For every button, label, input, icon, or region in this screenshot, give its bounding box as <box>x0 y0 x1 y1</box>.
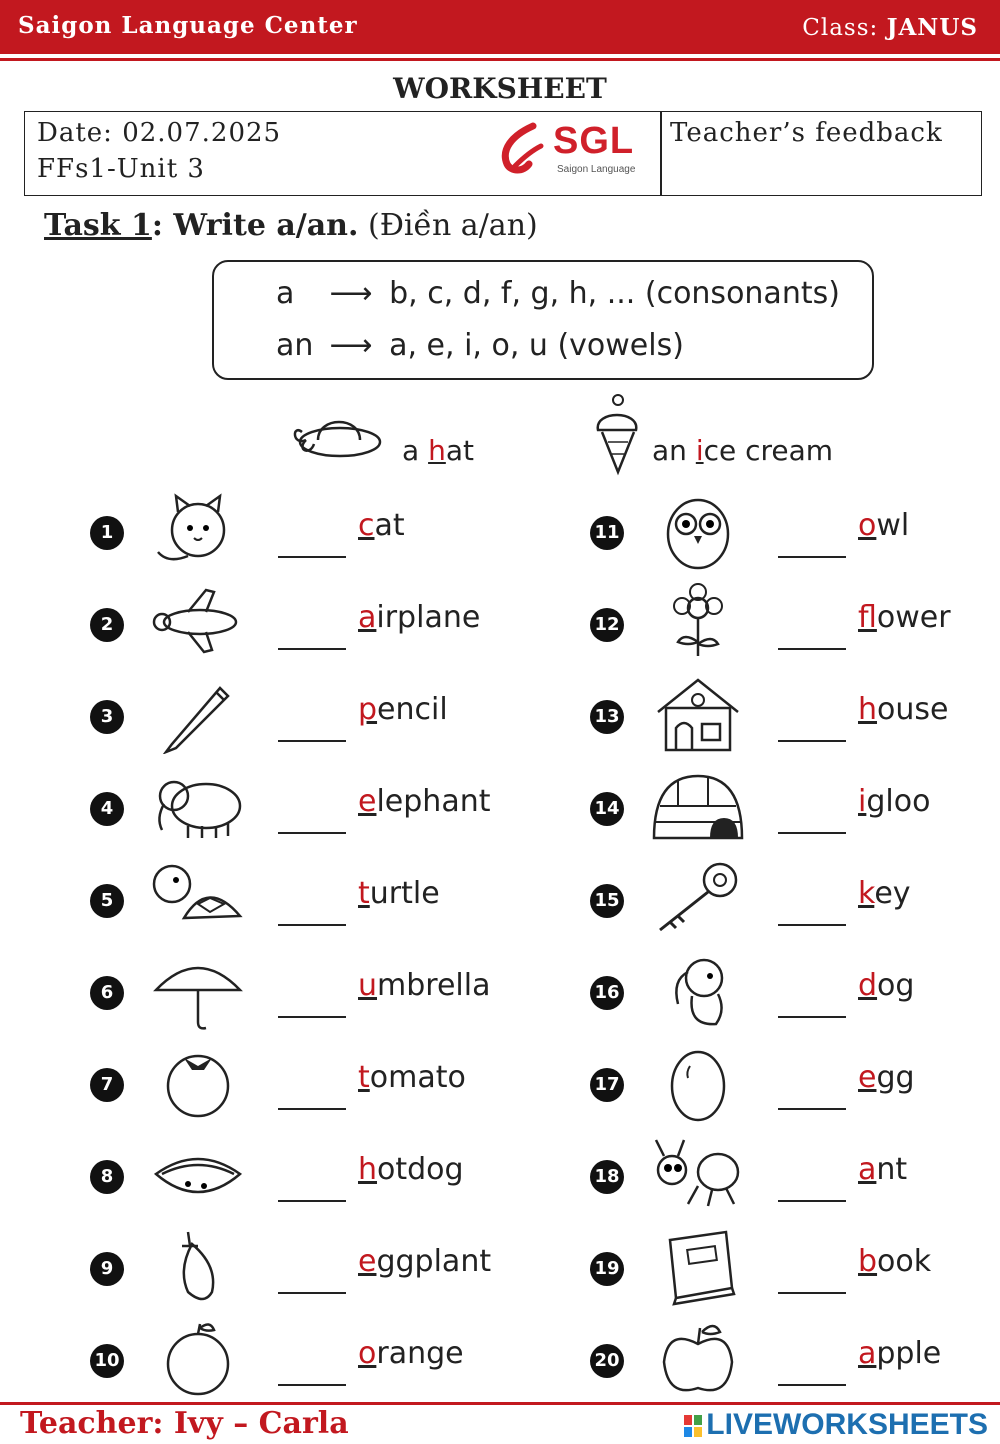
cat-icon <box>148 490 248 570</box>
item-word <box>858 1060 915 1095</box>
item-first-letter: u <box>358 968 378 1003</box>
item-first-letter: e <box>358 784 377 819</box>
item-rest: mbrella <box>377 968 491 1003</box>
item-word <box>858 600 951 635</box>
tomato-icon <box>148 1042 248 1122</box>
book-icon <box>648 1226 748 1306</box>
exercise-item <box>90 682 470 762</box>
answer-blank[interactable] <box>278 556 346 558</box>
item-number-badge: 18 <box>590 1160 624 1194</box>
exercise-item <box>590 1326 970 1406</box>
item-number-badge: 1 <box>90 516 124 550</box>
item-first-letter: h <box>358 1152 378 1187</box>
worksheet-title: WORKSHEET <box>393 72 607 105</box>
answer-blank[interactable] <box>778 1292 846 1294</box>
item-rest: og <box>877 968 915 1003</box>
owl-icon <box>648 490 748 570</box>
item-first-letter: f <box>858 600 877 635</box>
rule-consonants: b, c, d, f, g, h, ... (consonants) <box>389 276 840 311</box>
teacher-feedback-label: Teacher’s feedback <box>670 118 943 148</box>
sgl-logo <box>493 116 653 186</box>
answer-blank[interactable] <box>778 832 846 834</box>
hat-icon <box>288 402 384 472</box>
item-first-letter: e <box>858 1060 877 1095</box>
exercise-item <box>90 1050 470 1130</box>
item-first-letter: t <box>358 1060 370 1095</box>
item-rest: otdog <box>377 1152 464 1187</box>
item-number-badge: 5 <box>90 884 124 918</box>
task-subtitle: (Điền a/an) <box>367 208 538 243</box>
rule-vowels: a, e, i, o, u (vowels) <box>389 328 684 363</box>
exercise-item <box>590 498 970 578</box>
hotdog-icon <box>148 1134 248 1214</box>
item-rest: ouse <box>877 692 949 727</box>
item-word <box>358 1336 464 1371</box>
arrow-icon: ⟶ <box>329 276 373 311</box>
item-word <box>858 784 930 819</box>
exercise-item <box>590 958 970 1038</box>
item-word <box>358 784 490 819</box>
item-number-badge: 20 <box>590 1344 624 1378</box>
exercise-item <box>90 590 481 670</box>
dog-icon <box>648 950 748 1030</box>
item-word <box>858 876 911 911</box>
answer-blank[interactable] <box>778 556 846 558</box>
answer-blank[interactable] <box>278 1200 346 1202</box>
answer-blank[interactable] <box>278 1016 346 1018</box>
item-rest: encil <box>377 692 448 727</box>
exercise-item <box>90 1326 470 1406</box>
answer-blank[interactable] <box>778 648 846 650</box>
flower-icon <box>648 582 748 662</box>
item-first-letter: c <box>358 508 375 543</box>
rule-article-a: a <box>276 276 295 311</box>
umbrella-icon <box>148 950 248 1030</box>
item-word <box>358 1244 491 1279</box>
center-name: Saigon Language Center <box>18 12 358 39</box>
item-number-badge: 13 <box>590 700 624 734</box>
unit-text: FFs1-Unit 3 <box>37 154 205 184</box>
item-number-badge: 8 <box>90 1160 124 1194</box>
answer-blank[interactable] <box>778 924 846 926</box>
answer-blank[interactable] <box>778 1200 846 1202</box>
answer-blank[interactable] <box>278 1292 346 1294</box>
logo-subtext: Saigon Language <box>557 164 636 175</box>
item-rest: irplane <box>376 600 481 635</box>
item-word <box>858 692 948 727</box>
item-first-letter: o <box>858 508 877 543</box>
exercise-item <box>90 774 491 854</box>
item-word <box>858 508 909 543</box>
ant-icon <box>648 1134 748 1214</box>
item-first-letter: e <box>358 1244 377 1279</box>
item-word <box>358 692 448 727</box>
pencil-icon <box>148 674 248 754</box>
elephant-icon <box>148 766 248 846</box>
item-rest: urtle <box>369 876 440 911</box>
answer-blank[interactable] <box>278 740 346 742</box>
item-rest: lephant <box>376 784 491 819</box>
item-first-letter: k <box>858 876 875 911</box>
exercise-item <box>590 1142 970 1222</box>
item-word <box>358 968 490 1003</box>
igloo-icon <box>648 766 748 846</box>
item-number-badge: 2 <box>90 608 124 642</box>
item-rest: lower <box>876 600 951 635</box>
item-number-badge: 10 <box>90 1344 124 1378</box>
exercise-item <box>590 866 970 946</box>
item-first-letter: b <box>858 1244 878 1279</box>
item-rest: ey <box>874 876 911 911</box>
exercise-item <box>90 498 470 578</box>
item-rest: nt <box>876 1152 908 1187</box>
item-first-letter: a <box>358 600 377 635</box>
exercise-item <box>590 682 970 762</box>
item-rest: pple <box>876 1336 942 1371</box>
task-title: : Write a/an. <box>151 208 359 243</box>
item-number-badge: 16 <box>590 976 624 1010</box>
exercise-item <box>590 590 970 670</box>
item-number-badge: 14 <box>590 792 624 826</box>
answer-blank[interactable] <box>778 1384 846 1386</box>
house-icon <box>648 674 748 754</box>
item-rest: ggplant <box>376 1244 492 1279</box>
exercise-item <box>590 1234 970 1314</box>
item-number-badge: 19 <box>590 1252 624 1286</box>
rule-line-2 <box>276 328 684 363</box>
item-number-badge: 12 <box>590 608 624 642</box>
ice-cream-icon <box>590 392 644 476</box>
info-box <box>24 111 982 196</box>
item-rest: at <box>374 508 405 543</box>
teacher-name: Teacher: Ivy – Carla <box>20 1406 349 1441</box>
item-word <box>858 968 914 1003</box>
footer-divider <box>0 1402 1000 1405</box>
item-word <box>358 600 480 635</box>
exercise-item <box>590 1050 970 1130</box>
arrow-icon: ⟶ <box>329 328 373 363</box>
item-number-badge: 11 <box>590 516 624 550</box>
liveworksheets-logo <box>684 1408 988 1442</box>
rule-article-an: an <box>276 328 314 363</box>
exercise-item <box>90 866 470 946</box>
item-rest: gg <box>876 1060 915 1095</box>
answer-blank[interactable] <box>278 648 346 650</box>
item-first-letter: o <box>358 1336 377 1371</box>
item-rest: range <box>376 1336 464 1371</box>
item-first-letter: a <box>858 1152 877 1187</box>
item-word <box>358 876 440 911</box>
task-heading <box>44 208 538 243</box>
item-first-letter: a <box>858 1336 877 1371</box>
turtle-icon <box>148 858 248 938</box>
liveworksheets-icon <box>684 1415 702 1437</box>
item-first-letter: d <box>858 968 878 1003</box>
item-rest: wl <box>876 508 910 543</box>
exercise-item <box>90 1234 492 1314</box>
key-icon <box>648 858 748 938</box>
item-number-badge: 15 <box>590 884 624 918</box>
item-number-badge: 9 <box>90 1252 124 1286</box>
class-value: JANUS <box>886 14 978 41</box>
item-number-badge: 3 <box>90 700 124 734</box>
item-first-letter: i <box>858 784 867 819</box>
item-number-badge: 6 <box>90 976 124 1010</box>
item-word <box>858 1152 907 1187</box>
exercise-item <box>90 1142 470 1222</box>
item-word <box>358 1152 464 1187</box>
item-number-badge: 7 <box>90 1068 124 1102</box>
date-text: Date: 02.07.2025 <box>37 118 282 148</box>
item-first-letter: t <box>358 876 370 911</box>
item-first-letter: h <box>858 692 878 727</box>
logo-text: SGL <box>553 120 635 162</box>
apple-icon <box>648 1318 748 1398</box>
answer-blank[interactable] <box>778 740 846 742</box>
task-number: Task 1 <box>44 208 152 243</box>
item-word <box>358 1060 466 1095</box>
answer-blank[interactable] <box>778 1108 846 1110</box>
item-number-badge: 17 <box>590 1068 624 1102</box>
item-word <box>858 1336 941 1371</box>
answer-blank[interactable] <box>278 832 346 834</box>
sgl-swirl-icon <box>493 120 553 180</box>
answer-blank[interactable] <box>278 1108 346 1110</box>
class-label: Class: JANUS <box>802 14 978 41</box>
airplane-icon <box>148 582 248 662</box>
item-rest: omato <box>369 1060 466 1095</box>
orange-icon <box>148 1318 248 1398</box>
item-rest: ook <box>877 1244 932 1279</box>
answer-blank[interactable] <box>778 1016 846 1018</box>
answer-blank[interactable] <box>278 1384 346 1386</box>
header-divider <box>0 58 1000 61</box>
rule-box <box>212 260 874 380</box>
egg-icon <box>648 1042 748 1122</box>
answer-blank[interactable] <box>278 924 346 926</box>
eggplant-icon <box>148 1226 248 1306</box>
item-number-badge: 4 <box>90 792 124 826</box>
exercise-item <box>90 958 491 1038</box>
item-rest: gloo <box>866 784 931 819</box>
item-first-letter: p <box>358 692 378 727</box>
item-word <box>358 508 405 543</box>
rule-line-1 <box>276 276 840 311</box>
header-bar <box>0 0 1000 54</box>
exercise-item <box>590 774 970 854</box>
feedback-divider <box>660 112 662 195</box>
item-word <box>858 1244 931 1279</box>
liveworksheets-text: LIVEWORKSHEETS <box>706 1408 988 1441</box>
